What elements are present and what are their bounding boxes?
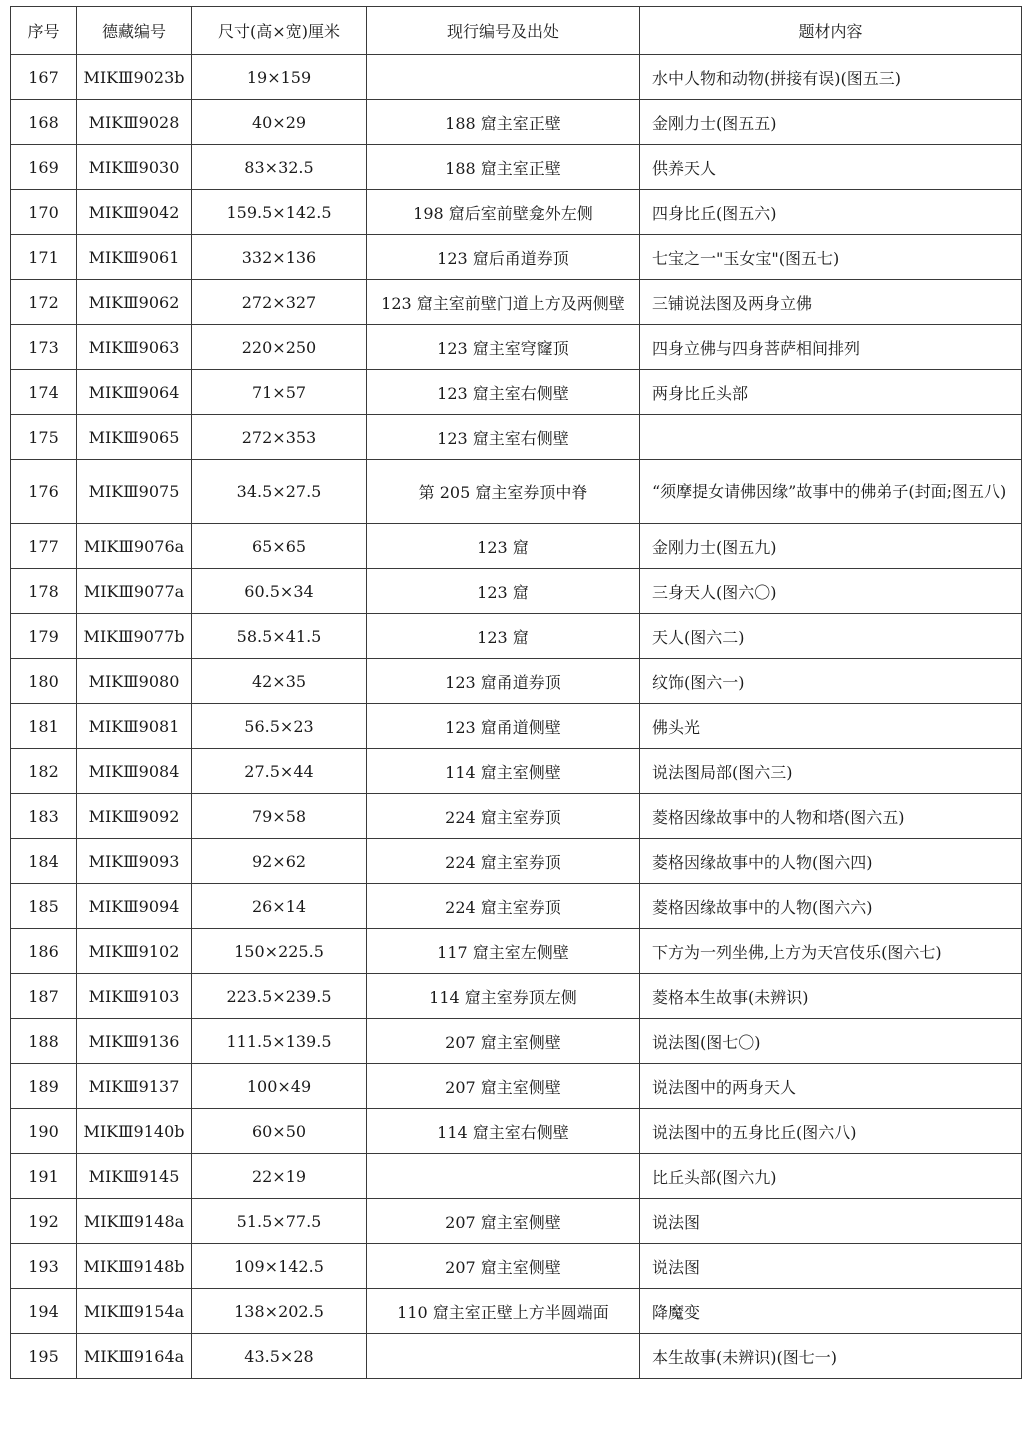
table-row: [11, 614, 1022, 659]
cell-subject: 本生故事(未辨识)(图七一): [640, 1334, 1022, 1379]
cell-location: 123 窟主室右侧壁: [367, 370, 640, 415]
table-row: [11, 1109, 1022, 1154]
cell-location: 114 窟主室侧壁: [367, 749, 640, 794]
cell-location: 224 窟主室券顶: [367, 884, 640, 929]
table-row: [11, 1154, 1022, 1199]
cell-index: 187: [11, 974, 77, 1019]
cell-location: 123 窟甬道券顶: [367, 659, 640, 704]
table-row: [11, 524, 1022, 569]
cell-location: 188 窟主室正壁: [367, 100, 640, 145]
table-row: [11, 370, 1022, 415]
cell-size: 272×327: [192, 280, 367, 325]
cell-index: 167: [11, 55, 77, 100]
cell-german-id: MIKⅢ9148b: [77, 1244, 192, 1289]
cell-size: 92×62: [192, 839, 367, 884]
cell-size: 220×250: [192, 325, 367, 370]
cell-location: 114 窟主室券顶左侧: [367, 974, 640, 1019]
cell-size: 159.5×142.5: [192, 190, 367, 235]
cell-german-id: MIKⅢ9062: [77, 280, 192, 325]
cell-location: 207 窟主室侧壁: [367, 1064, 640, 1109]
cell-subject: “须摩提女请佛因缘”故事中的佛弟子(封面;图五八): [640, 460, 1022, 524]
cell-size: 34.5×27.5: [192, 460, 367, 524]
cell-size: 22×19: [192, 1154, 367, 1199]
cell-german-id: MIKⅢ9042: [77, 190, 192, 235]
table-row: [11, 415, 1022, 460]
cell-index: 181: [11, 704, 77, 749]
cell-location: 207 窟主室侧壁: [367, 1019, 640, 1064]
cell-subject: 金刚力士(图五九): [640, 524, 1022, 569]
cell-index: 178: [11, 569, 77, 614]
cell-location: 224 窟主室券顶: [367, 839, 640, 884]
table-row: [11, 460, 1022, 524]
cell-german-id: MIKⅢ9077a: [77, 569, 192, 614]
cell-size: 60.5×34: [192, 569, 367, 614]
cell-subject: 下方为一列坐佛,上方为天宫伎乐(图六七): [640, 929, 1022, 974]
header-german-id: 德藏编号: [77, 7, 192, 55]
cell-index: 173: [11, 325, 77, 370]
cell-index: 170: [11, 190, 77, 235]
cell-location: 123 窟后甬道券顶: [367, 235, 640, 280]
cell-german-id: MIKⅢ9136: [77, 1019, 192, 1064]
cell-index: 185: [11, 884, 77, 929]
cell-german-id: MIKⅢ9028: [77, 100, 192, 145]
cell-german-id: MIKⅢ9023b: [77, 55, 192, 100]
cell-subject: 三身天人(图六〇): [640, 569, 1022, 614]
table-row: [11, 280, 1022, 325]
cell-size: 51.5×77.5: [192, 1199, 367, 1244]
table-row: [11, 569, 1022, 614]
cell-german-id: MIKⅢ9140b: [77, 1109, 192, 1154]
table-row: [11, 1199, 1022, 1244]
cell-subject: 菱格因缘故事中的人物(图六四): [640, 839, 1022, 884]
cell-subject: 菱格本生故事(未辨识): [640, 974, 1022, 1019]
table-row: [11, 839, 1022, 884]
cell-size: 27.5×44: [192, 749, 367, 794]
table-row: [11, 190, 1022, 235]
cell-index: 192: [11, 1199, 77, 1244]
murals-table: [10, 6, 1022, 1379]
cell-subject: 菱格因缘故事中的人物(图六六): [640, 884, 1022, 929]
cell-german-id: MIKⅢ9061: [77, 235, 192, 280]
cell-subject: 降魔变: [640, 1289, 1022, 1334]
cell-location: 123 窟甬道侧壁: [367, 704, 640, 749]
cell-german-id: MIKⅢ9065: [77, 415, 192, 460]
cell-german-id: MIKⅢ9164a: [77, 1334, 192, 1379]
cell-german-id: MIKⅢ9063: [77, 325, 192, 370]
cell-subject: [640, 415, 1022, 460]
cell-location: 117 窟主室左侧壁: [367, 929, 640, 974]
cell-location: 114 窟主室右侧壁: [367, 1109, 640, 1154]
cell-index: 169: [11, 145, 77, 190]
cell-german-id: MIKⅢ9093: [77, 839, 192, 884]
table-row: [11, 1244, 1022, 1289]
cell-subject: 说法图: [640, 1244, 1022, 1289]
cell-location: [367, 55, 640, 100]
cell-size: 109×142.5: [192, 1244, 367, 1289]
cell-index: 180: [11, 659, 77, 704]
cell-index: 175: [11, 415, 77, 460]
cell-size: 79×58: [192, 794, 367, 839]
cell-subject: 三铺说法图及两身立佛: [640, 280, 1022, 325]
cell-german-id: MIKⅢ9084: [77, 749, 192, 794]
cell-german-id: MIKⅢ9077b: [77, 614, 192, 659]
cell-subject: 说法图: [640, 1199, 1022, 1244]
cell-location: 207 窟主室侧壁: [367, 1199, 640, 1244]
cell-index: 194: [11, 1289, 77, 1334]
cell-index: 177: [11, 524, 77, 569]
cell-size: 58.5×41.5: [192, 614, 367, 659]
cell-german-id: MIKⅢ9145: [77, 1154, 192, 1199]
cell-size: 83×32.5: [192, 145, 367, 190]
cell-german-id: MIKⅢ9154a: [77, 1289, 192, 1334]
cell-subject: 四身比丘(图五六): [640, 190, 1022, 235]
cell-german-id: MIKⅢ9064: [77, 370, 192, 415]
cell-size: 43.5×28: [192, 1334, 367, 1379]
table-row: [11, 1019, 1022, 1064]
table-row: [11, 794, 1022, 839]
cell-german-id: MIKⅢ9094: [77, 884, 192, 929]
cell-index: 188: [11, 1019, 77, 1064]
cell-size: 42×35: [192, 659, 367, 704]
cell-index: 186: [11, 929, 77, 974]
cell-german-id: MIKⅢ9081: [77, 704, 192, 749]
cell-size: 40×29: [192, 100, 367, 145]
table-row: [11, 974, 1022, 1019]
cell-size: 100×49: [192, 1064, 367, 1109]
table-row: [11, 235, 1022, 280]
cell-size: 332×136: [192, 235, 367, 280]
cell-subject: 比丘头部(图六九): [640, 1154, 1022, 1199]
table-row: [11, 1289, 1022, 1334]
cell-index: 176: [11, 460, 77, 524]
header-location: 现行编号及出处: [367, 7, 640, 55]
cell-index: 168: [11, 100, 77, 145]
cell-location: [367, 1154, 640, 1199]
cell-size: 56.5×23: [192, 704, 367, 749]
cell-location: 123 窟: [367, 569, 640, 614]
cell-subject: 说法图(图七〇): [640, 1019, 1022, 1064]
table-row: [11, 659, 1022, 704]
cell-size: 138×202.5: [192, 1289, 367, 1334]
table-row: [11, 100, 1022, 145]
cell-location: 123 窟主室穹窿顶: [367, 325, 640, 370]
cell-index: 183: [11, 794, 77, 839]
cell-subject: 说法图局部(图六三): [640, 749, 1022, 794]
cell-german-id: MIKⅢ9076a: [77, 524, 192, 569]
cell-index: 190: [11, 1109, 77, 1154]
header-subject: 题材内容: [640, 7, 1022, 55]
table-row: [11, 145, 1022, 190]
cell-subject: 说法图中的两身天人: [640, 1064, 1022, 1109]
cell-index: 182: [11, 749, 77, 794]
cell-location: 188 窟主室正壁: [367, 145, 640, 190]
cell-location: 123 窟主室右侧壁: [367, 415, 640, 460]
cell-german-id: MIKⅢ9092: [77, 794, 192, 839]
cell-german-id: MIKⅢ9080: [77, 659, 192, 704]
cell-location: 207 窟主室侧壁: [367, 1244, 640, 1289]
cell-size: 65×65: [192, 524, 367, 569]
table-row: [11, 929, 1022, 974]
cell-subject: 说法图中的五身比丘(图六八): [640, 1109, 1022, 1154]
cell-size: 150×225.5: [192, 929, 367, 974]
cell-size: 26×14: [192, 884, 367, 929]
cell-location: [367, 1334, 640, 1379]
cell-german-id: MIKⅢ9075: [77, 460, 192, 524]
cell-index: 171: [11, 235, 77, 280]
cell-subject: 水中人物和动物(拼接有误)(图五三): [640, 55, 1022, 100]
header-row: [11, 7, 1022, 55]
cell-location: 198 窟后室前壁龛外左侧: [367, 190, 640, 235]
cell-german-id: MIKⅢ9103: [77, 974, 192, 1019]
table-row: [11, 1334, 1022, 1379]
cell-location: 123 窟: [367, 524, 640, 569]
cell-german-id: MIKⅢ9137: [77, 1064, 192, 1109]
cell-size: 19×159: [192, 55, 367, 100]
cell-subject: 四身立佛与四身菩萨相间排列: [640, 325, 1022, 370]
header-size: 尺寸(高×宽)厘米: [192, 7, 367, 55]
table-row: [11, 325, 1022, 370]
cell-index: 172: [11, 280, 77, 325]
cell-location: 110 窟主室正壁上方半圆端面: [367, 1289, 640, 1334]
cell-location: 123 窟主室前壁门道上方及两侧壁: [367, 280, 640, 325]
cell-index: 195: [11, 1334, 77, 1379]
cell-size: 71×57: [192, 370, 367, 415]
table-row: [11, 1064, 1022, 1109]
cell-index: 179: [11, 614, 77, 659]
cell-index: 184: [11, 839, 77, 884]
cell-size: 223.5×239.5: [192, 974, 367, 1019]
table-row: [11, 749, 1022, 794]
header-index: 序号: [11, 7, 77, 55]
cell-subject: 两身比丘头部: [640, 370, 1022, 415]
cell-german-id: MIKⅢ9030: [77, 145, 192, 190]
table-row: [11, 55, 1022, 100]
cell-subject: 菱格因缘故事中的人物和塔(图六五): [640, 794, 1022, 839]
table-row: [11, 884, 1022, 929]
cell-index: 189: [11, 1064, 77, 1109]
cell-location: 123 窟: [367, 614, 640, 659]
cell-subject: 七宝之一"玉女宝"(图五七): [640, 235, 1022, 280]
table-row: [11, 704, 1022, 749]
cell-size: 60×50: [192, 1109, 367, 1154]
cell-index: 191: [11, 1154, 77, 1199]
cell-location: 第 205 窟主室券顶中脊: [367, 460, 640, 524]
table-body: [11, 55, 1022, 1379]
cell-german-id: MIKⅢ9102: [77, 929, 192, 974]
cell-subject: 金刚力士(图五五): [640, 100, 1022, 145]
cell-german-id: MIKⅢ9148a: [77, 1199, 192, 1244]
cell-index: 193: [11, 1244, 77, 1289]
cell-size: 272×353: [192, 415, 367, 460]
cell-location: 224 窟主室券顶: [367, 794, 640, 839]
cell-subject: 天人(图六二): [640, 614, 1022, 659]
cell-index: 174: [11, 370, 77, 415]
cell-subject: 供养天人: [640, 145, 1022, 190]
cell-size: 111.5×139.5: [192, 1019, 367, 1064]
cell-subject: 佛头光: [640, 704, 1022, 749]
cell-subject: 纹饰(图六一): [640, 659, 1022, 704]
